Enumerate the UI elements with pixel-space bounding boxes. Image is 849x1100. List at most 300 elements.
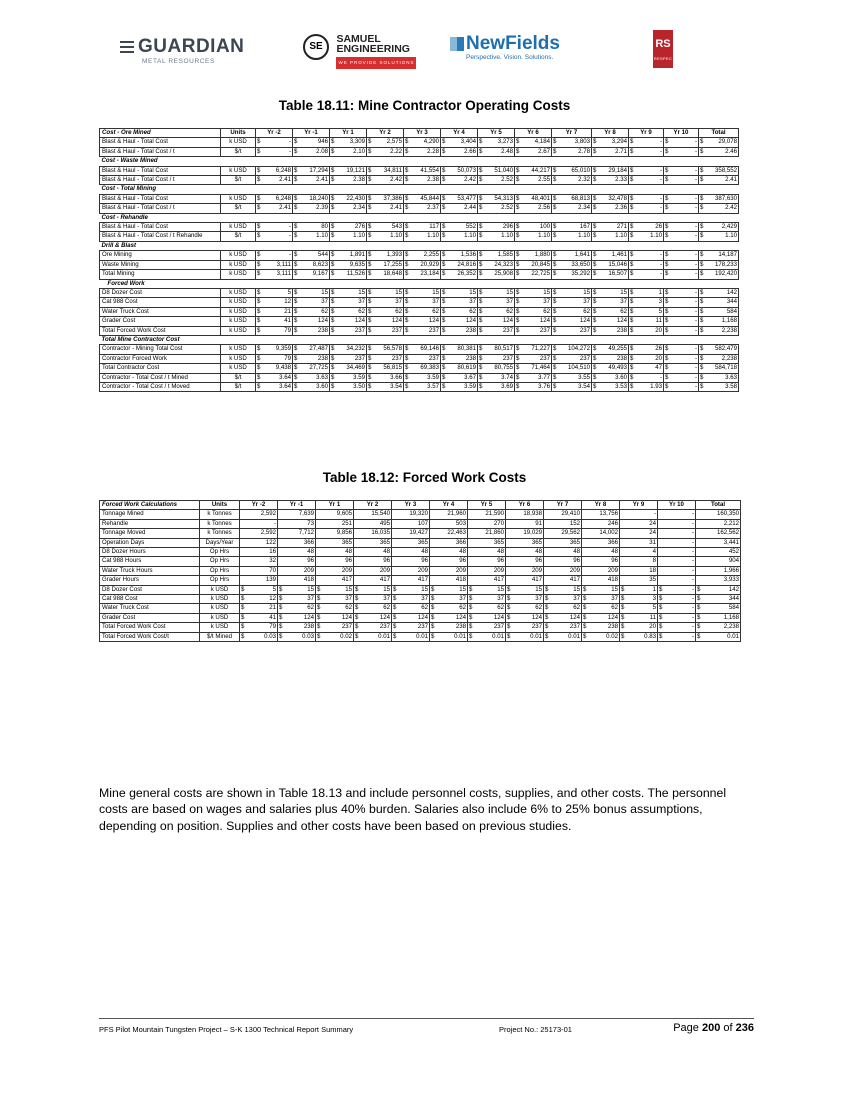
- currency-symbol: $: [405, 364, 409, 372]
- cell-value: 2.38: [353, 176, 365, 184]
- cell-value: 237: [493, 623, 504, 631]
- table-cell: [256, 298, 293, 307]
- cell-value: 3.63: [725, 373, 737, 381]
- table-cell: [515, 166, 552, 175]
- cell-value: 41: [269, 613, 276, 621]
- table-row: [100, 604, 741, 613]
- cell-value: 344: [728, 595, 739, 603]
- cell-value: 142: [728, 585, 739, 593]
- cell-value: 1: [652, 585, 656, 593]
- table-row: [100, 223, 739, 232]
- table-cell: [404, 364, 441, 373]
- currency-symbol: $: [479, 270, 483, 278]
- table-cell: [658, 548, 696, 557]
- table-cell: [582, 557, 620, 566]
- table-cell: [620, 510, 658, 519]
- currency-symbol: $: [516, 373, 520, 381]
- row-label: Total Contractor Cost: [100, 364, 221, 373]
- table-row: [100, 176, 739, 185]
- row-label: D8 Dozer Cost: [100, 288, 221, 297]
- table-cell: [506, 595, 544, 604]
- currency-symbol: $: [700, 204, 704, 212]
- table-cell: [664, 317, 699, 326]
- cell-value: 162,562: [716, 529, 739, 537]
- currency-symbol: $: [241, 623, 245, 631]
- currency-symbol: $: [331, 147, 335, 155]
- table-cell: [293, 223, 330, 232]
- currency-symbol: $: [507, 632, 511, 640]
- table-cell: [256, 373, 293, 382]
- cell-value: 7,639: [298, 510, 314, 518]
- currency-symbol: $: [700, 326, 704, 334]
- table-cell: [696, 613, 741, 622]
- cell-value: 209: [417, 566, 428, 574]
- cell-value: 96: [497, 557, 504, 565]
- cell-value: 9,167: [312, 270, 328, 278]
- cell-value: 276: [354, 223, 365, 231]
- table-row: [100, 270, 739, 279]
- cell-value: 124: [303, 613, 314, 621]
- row-label: Total Mining: [100, 270, 221, 279]
- cell-value: 15: [620, 288, 627, 296]
- guardian-bars-icon: [120, 41, 134, 53]
- currency-symbol: $: [665, 373, 669, 381]
- currency-symbol: $: [294, 194, 298, 202]
- cell-value: 48: [497, 548, 504, 556]
- currency-symbol: $: [431, 585, 435, 593]
- row-label: Contractor - Total Cost / t Mined: [100, 373, 221, 382]
- table-cell: [240, 632, 278, 641]
- table-cell: [515, 288, 552, 297]
- cell-value: 22,463: [447, 529, 466, 537]
- cell-value: 124: [616, 317, 627, 325]
- currency-symbol: $: [294, 270, 298, 278]
- currency-symbol: $: [665, 317, 669, 325]
- cell-value: -: [694, 204, 697, 212]
- cell-value: -: [659, 251, 662, 259]
- section-row: [100, 335, 739, 344]
- table-cell: [620, 519, 658, 528]
- currency-symbol: $: [442, 373, 446, 381]
- currency-symbol: $: [700, 176, 704, 184]
- respec-logo: [653, 30, 673, 68]
- currency-symbol: $: [294, 288, 298, 296]
- table-cell: [316, 529, 354, 538]
- table-cell: [699, 354, 739, 363]
- table-cell: [354, 519, 392, 528]
- currency-symbol: $: [700, 138, 704, 146]
- cell-value: 584: [728, 604, 739, 612]
- currency-symbol: $: [583, 595, 587, 603]
- table-cell: [515, 345, 552, 354]
- row-label: Blast & Haul - Total Cost: [100, 166, 221, 175]
- cell-value: 1.10: [725, 232, 737, 240]
- row-unit: k USD: [221, 251, 256, 260]
- currency-symbol: $: [442, 251, 446, 259]
- currency-symbol: $: [630, 298, 634, 306]
- cell-value: 6,248: [275, 166, 291, 174]
- table-cell: [392, 548, 430, 557]
- currency-symbol: $: [431, 623, 435, 631]
- cell-value: 9,635: [349, 260, 365, 268]
- currency-symbol: $: [665, 232, 669, 240]
- cell-value: 2,238: [723, 623, 739, 631]
- currency-symbol: $: [553, 194, 557, 202]
- table-cell: [430, 548, 468, 557]
- currency-symbol: $: [516, 147, 520, 155]
- table-cell: [468, 519, 506, 528]
- table-cell: [293, 176, 330, 185]
- cell-value: 1.10: [578, 232, 590, 240]
- cell-value: -: [694, 270, 697, 278]
- table-row: [100, 166, 739, 175]
- table-cell: [256, 223, 293, 232]
- table-cell: [278, 623, 316, 632]
- currency-symbol: $: [294, 176, 298, 184]
- row-unit: k USD: [221, 354, 256, 363]
- row-label: Grader Cost: [100, 317, 221, 326]
- currency-symbol: $: [368, 138, 372, 146]
- table-cell: [658, 623, 696, 632]
- cell-value: 417: [417, 576, 428, 584]
- table-row: [100, 382, 739, 391]
- cell-value: 12: [269, 595, 276, 603]
- table-cell: [330, 166, 367, 175]
- table-cell: [404, 232, 441, 241]
- cell-value: 366: [607, 538, 618, 546]
- table-cell: [240, 510, 278, 519]
- table-cell: [629, 138, 664, 147]
- cell-value: 48: [611, 548, 618, 556]
- table-cell: [506, 604, 544, 613]
- currency-symbol: $: [393, 623, 397, 631]
- table-row: [100, 632, 741, 641]
- currency-symbol: $: [479, 166, 483, 174]
- table-cell: [354, 595, 392, 604]
- cell-value: 37: [358, 298, 365, 306]
- table-cell: [478, 232, 515, 241]
- table-cell: [293, 147, 330, 156]
- currency-symbol: $: [665, 270, 669, 278]
- table-cell: [552, 364, 592, 373]
- cell-value: -: [288, 138, 291, 146]
- table-cell: [256, 204, 293, 213]
- currency-symbol: $: [431, 595, 435, 603]
- table-cell: [696, 604, 741, 613]
- table-cell: [278, 538, 316, 547]
- currency-symbol: $: [431, 613, 435, 621]
- table-row: [100, 147, 739, 156]
- cell-value: 24,816: [457, 260, 476, 268]
- currency-symbol: $: [630, 326, 634, 334]
- table-cell: [330, 326, 367, 335]
- table-cell: [696, 632, 741, 641]
- cell-value: 15: [358, 288, 365, 296]
- table-cell: [515, 373, 552, 382]
- table-cell: [354, 557, 392, 566]
- cell-value: 2.41: [725, 176, 737, 184]
- column-header: Yr 8: [582, 501, 620, 510]
- table-cell: [316, 623, 354, 632]
- table-cell: [293, 326, 330, 335]
- table-cell: [392, 538, 430, 547]
- cell-value: 3.58: [725, 382, 737, 390]
- currency-symbol: $: [507, 585, 511, 593]
- table-cell: [441, 298, 478, 307]
- currency-symbol: $: [479, 382, 483, 390]
- cell-value: 0.03: [264, 632, 276, 640]
- table-cell: [404, 317, 441, 326]
- table-cell: [620, 595, 658, 604]
- table-cell: [478, 354, 515, 363]
- currency-symbol: $: [516, 204, 520, 212]
- currency-symbol: $: [516, 345, 520, 353]
- cell-value: 904: [728, 557, 739, 565]
- table-cell: [592, 354, 629, 363]
- cell-value: 2.41: [279, 204, 291, 212]
- table-cell: [330, 298, 367, 307]
- table-cell: [278, 595, 316, 604]
- table-cell: [664, 232, 699, 241]
- cell-value: 13,756: [599, 510, 618, 518]
- table-cell: [256, 345, 293, 354]
- table-cell: [620, 538, 658, 547]
- currency-symbol: $: [393, 604, 397, 612]
- cell-value: 62: [383, 604, 390, 612]
- currency-symbol: $: [469, 604, 473, 612]
- table-cell: [330, 204, 367, 213]
- table-cell: [658, 566, 696, 575]
- table-cell: [392, 510, 430, 519]
- currency-symbol: $: [700, 270, 704, 278]
- cell-value: 3.67: [464, 373, 476, 381]
- table-cell: [620, 585, 658, 594]
- currency-symbol: $: [331, 194, 335, 202]
- currency-symbol: $: [583, 632, 587, 640]
- currency-symbol: $: [355, 623, 359, 631]
- currency-symbol: $: [516, 307, 520, 315]
- table-cell: [478, 288, 515, 297]
- cell-value: 16,035: [371, 529, 390, 537]
- cell-value: 237: [391, 326, 402, 334]
- table-cell: [430, 623, 468, 632]
- cell-value: -: [659, 260, 662, 268]
- cell-value: -: [694, 317, 697, 325]
- table-cell: [506, 519, 544, 528]
- currency-symbol: $: [442, 354, 446, 362]
- currency-symbol: $: [368, 147, 372, 155]
- cell-value: 62: [543, 307, 550, 315]
- cell-value: 2.52: [501, 204, 513, 212]
- cell-value: 34,469: [346, 364, 365, 372]
- currency-symbol: $: [593, 345, 597, 353]
- cell-value: 96: [535, 557, 542, 565]
- table-cell: [699, 260, 739, 269]
- cell-value: 15: [535, 585, 542, 593]
- table-cell: [354, 585, 392, 594]
- cell-value: 23,184: [420, 270, 439, 278]
- cell-value: 5: [652, 604, 656, 612]
- cell-value: 2.78: [578, 147, 590, 155]
- currency-symbol: $: [405, 270, 409, 278]
- currency-symbol: $: [479, 260, 483, 268]
- column-header: Forced Work Calculations: [100, 501, 200, 510]
- currency-symbol: $: [479, 223, 483, 231]
- row-unit: k USD: [200, 585, 240, 594]
- table-cell: [515, 298, 552, 307]
- table-cell: [392, 613, 430, 622]
- currency-symbol: $: [583, 613, 587, 621]
- table-cell: [256, 270, 293, 279]
- table-cell: [592, 288, 629, 297]
- currency-symbol: $: [593, 298, 597, 306]
- currency-symbol: $: [331, 176, 335, 184]
- table-cell: [478, 251, 515, 260]
- table-cell: [367, 204, 404, 213]
- table-row: [100, 345, 739, 354]
- table-row: [100, 519, 741, 528]
- table-cell: [468, 529, 506, 538]
- table-cell: [404, 251, 441, 260]
- table-row: [100, 232, 739, 241]
- cell-value: 417: [569, 576, 580, 584]
- table-cell: [468, 623, 506, 632]
- cell-value: 365: [341, 538, 352, 546]
- cell-value: 3.63: [316, 373, 328, 381]
- cell-value: 96: [345, 557, 352, 565]
- cell-value: 20: [655, 354, 662, 362]
- cell-value: 2,429: [721, 223, 737, 231]
- cell-value: 15: [432, 288, 439, 296]
- cell-value: 3.59: [427, 373, 439, 381]
- currency-symbol: $: [630, 251, 634, 259]
- currency-symbol: $: [331, 307, 335, 315]
- cell-value: -: [694, 166, 697, 174]
- cell-value: -: [691, 566, 694, 574]
- currency-symbol: $: [665, 166, 669, 174]
- cell-value: 238: [303, 623, 314, 631]
- currency-symbol: $: [317, 604, 321, 612]
- table-cell: [240, 576, 278, 585]
- currency-symbol: $: [593, 138, 597, 146]
- table-cell: [592, 166, 629, 175]
- table-cell: [367, 326, 404, 335]
- table-cell: [699, 147, 739, 156]
- table-cell: [699, 194, 739, 203]
- row-label: Operation Days: [100, 538, 200, 547]
- cell-value: 96: [421, 557, 428, 565]
- currency-symbol: $: [593, 307, 597, 315]
- currency-symbol: $: [368, 317, 372, 325]
- cell-value: 1.10: [390, 232, 402, 240]
- currency-symbol: $: [545, 604, 549, 612]
- currency-symbol: $: [294, 223, 298, 231]
- currency-symbol: $: [545, 623, 549, 631]
- cell-value: 62: [583, 307, 590, 315]
- cell-value: 48,401: [531, 194, 550, 202]
- cell-value: 35,292: [571, 270, 590, 278]
- currency-symbol: $: [442, 260, 446, 268]
- row-unit: $/t: [221, 232, 256, 241]
- cell-value: 6,248: [275, 194, 291, 202]
- cell-value: 3,273: [497, 138, 513, 146]
- guardian-logo-subtitle: METAL RESOURCES: [142, 58, 215, 65]
- currency-symbol: $: [700, 364, 704, 372]
- table-cell: [478, 204, 515, 213]
- cell-value: 62: [506, 307, 513, 315]
- table-row: [100, 298, 739, 307]
- table-cell: [441, 345, 478, 354]
- table-cell: [468, 576, 506, 585]
- cell-value: -: [694, 373, 697, 381]
- table-cell: [278, 529, 316, 538]
- table-cell: [256, 194, 293, 203]
- column-header: Yr 3: [392, 501, 430, 510]
- cell-value: 49,255: [608, 345, 627, 353]
- cell-value: -: [694, 138, 697, 146]
- currency-symbol: $: [294, 166, 298, 174]
- currency-symbol: $: [479, 176, 483, 184]
- currency-symbol: $: [697, 604, 701, 612]
- table-cell: [354, 604, 392, 613]
- cell-value: 4,290: [423, 138, 439, 146]
- cell-value: 3.57: [427, 382, 439, 390]
- currency-symbol: $: [665, 354, 669, 362]
- currency-symbol: $: [368, 307, 372, 315]
- table-cell: [515, 382, 552, 391]
- table-cell: [316, 566, 354, 575]
- cell-value: 365: [379, 538, 390, 546]
- currency-symbol: $: [405, 382, 409, 390]
- currency-symbol: $: [405, 204, 409, 212]
- cell-value: 124: [465, 317, 476, 325]
- currency-symbol: $: [583, 604, 587, 612]
- table-cell: [592, 147, 629, 156]
- cell-value: 2.56: [538, 204, 550, 212]
- cell-value: 452: [728, 548, 739, 556]
- currency-symbol: $: [553, 345, 557, 353]
- currency-symbol: $: [593, 326, 597, 334]
- currency-symbol: $: [479, 307, 483, 315]
- cell-value: 37: [321, 298, 328, 306]
- column-header: Yr -1: [278, 501, 316, 510]
- cell-value: 3.76: [538, 382, 550, 390]
- cell-value: -: [691, 557, 694, 565]
- table-cell: [699, 288, 739, 297]
- table-cell: [404, 298, 441, 307]
- cell-value: 2.55: [538, 176, 550, 184]
- cell-value: 71,227: [531, 345, 550, 353]
- currency-symbol: $: [630, 194, 634, 202]
- cell-value: 124: [569, 613, 580, 621]
- cell-value: -: [694, 223, 697, 231]
- cell-value: 552: [465, 223, 476, 231]
- cell-value: 124: [428, 317, 439, 325]
- table-cell: [367, 138, 404, 147]
- cell-value: 24: [649, 519, 656, 527]
- cell-value: 1.10: [650, 232, 662, 240]
- currency-symbol: $: [257, 194, 261, 202]
- table-cell: [354, 529, 392, 538]
- row-unit: k USD: [221, 223, 256, 232]
- cell-value: 2.37: [427, 204, 439, 212]
- table-cell: [592, 176, 629, 185]
- column-header: Yr 9: [620, 501, 658, 510]
- table-cell: [430, 604, 468, 613]
- table-cell: [544, 632, 582, 641]
- currency-symbol: $: [257, 223, 261, 231]
- table-cell: [404, 354, 441, 363]
